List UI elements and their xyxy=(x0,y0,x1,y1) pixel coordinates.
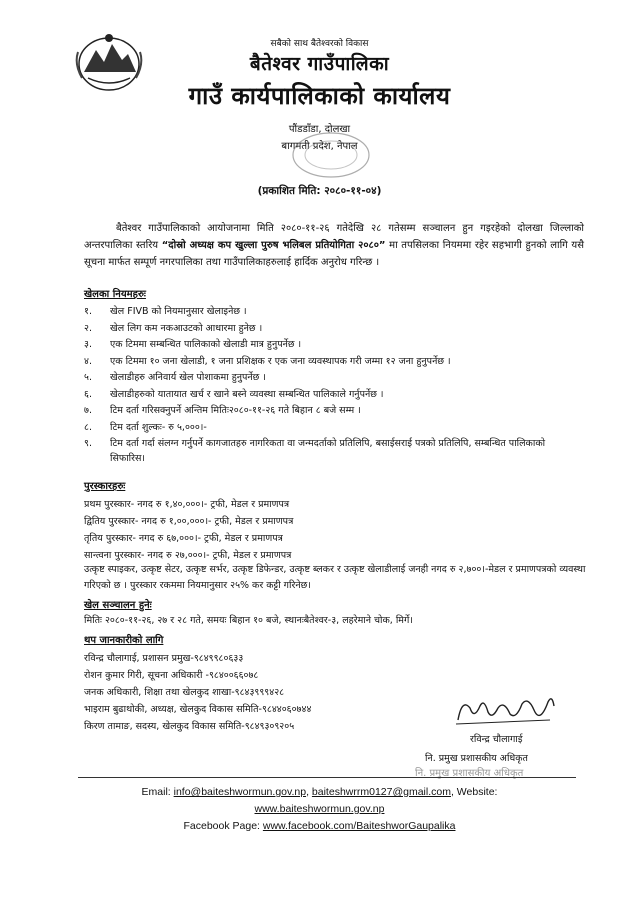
rule-item xyxy=(84,370,584,387)
schedule-heading: खेल सञ्चालन हुनेः xyxy=(84,600,152,611)
prize-second: द्वितिय पुरस्कार- नगद रु १,००,०००।- ट्रफी, मेडल र प्रमाणपत्र xyxy=(84,516,294,527)
intro-text-1: बैतेश्वर गाउँपालिकाको आयोजनामा मिति २०८०-११-२६ गतेदेखि २८ गतेसम्म सञ्चालन हुन गइरहेको दोलखा जिल्लाको अन्तरपालिका स्तरिय xyxy=(84,223,584,251)
rule-item xyxy=(84,354,584,371)
prizes-list xyxy=(84,496,594,564)
rule-text: एक टिममा सम्बन्धित पालिकाको खेलाडी मात्र हुनुपर्नेछ । xyxy=(110,339,302,350)
rule-number: ९. xyxy=(84,438,92,449)
rule-text: खेल लिग कम नकआउटको आधारमा हुनेछ । xyxy=(110,322,263,334)
email-label: Email: xyxy=(141,786,174,798)
rule-number: ३. xyxy=(84,339,92,350)
address-line-1: पौंडडाँडा, दोलखा xyxy=(288,124,351,135)
website-label: , Website: xyxy=(450,786,498,798)
rule-item xyxy=(84,436,584,466)
rule-number: ६. xyxy=(84,388,92,400)
contact-item: रोशन कुमार गिरी, सूचना अधिकारी -९८४००६६०७८ xyxy=(84,670,259,681)
signature-icon xyxy=(450,690,560,730)
intro-text-2: मा तपसिलका नियममा रहेर सहभागी हुनको लागि यसै सूचना मार्फत सम्पूर्ण नगरपालिका तथा गाउँपालिकाहरुलाई हार्दिक अनुरोध गरिन्छ । xyxy=(84,240,584,268)
schedule-details: मितिः २०८०-११-२६, २७ र २८ गते, समयः बिहान १० बजे, स्थानःबैतेश्वर-३, लहरेमाने चोक, मिर्गे। xyxy=(84,615,413,626)
rules-heading: खेलका नियमहरुः xyxy=(84,289,146,300)
rule-number: २. xyxy=(84,322,92,334)
rule-item xyxy=(84,387,584,404)
rule-text: खेलाडीहरुको यातायात खर्च र खाने बस्ने व्यवस्था सम्बन्धित पालिकाले गर्नुपर्नेछ । xyxy=(110,388,384,400)
contacts-list xyxy=(84,650,311,735)
facebook-link[interactable]: www.facebook.com/BaiteshworGaupalika xyxy=(262,820,456,832)
office-stamp-icon xyxy=(290,130,372,180)
rule-text: एक टिममा १० जना खेलाडी, १ जना प्रशिक्षक र एक जना व्यवस्थापक गरी जम्मा १२ जना हुनुपर्नेछ । xyxy=(110,355,451,367)
footer-divider xyxy=(78,777,576,778)
rule-item xyxy=(84,403,584,420)
contact-item: जनक अधिकारी, शिक्षा तथा खेलकुद शाखा-९८४३९९९४२८ xyxy=(84,687,285,698)
contact-item: किरण तामाङ, सदस्य, खेलकुद विकास समिति-९८४९३०९२०५ xyxy=(84,721,295,732)
prize-third: तृतिय पुरस्कार- नगद रु ६७,०००।- ट्रफी, मेडल र प्रमाणपत्र xyxy=(84,533,283,544)
signatory-title: नि. प्रमुख प्रशासकीय अधिकृत xyxy=(425,753,528,764)
rule-text: टिम दर्ता गर्दा संलग्न गर्नुपर्ने कागजातहरु नागरिकता वा जन्मदर्ताको प्रतिलिपि, बसाईसराई पत्रको प्रतिलिपि, सम्बन्धित पालिकाको सिफारिस। xyxy=(110,438,546,464)
rule-number: ७. xyxy=(84,405,92,416)
rule-item xyxy=(84,420,584,437)
contact-item: रविन्द्र चौलागाई, प्रशासन प्रमुख-९८४९९८०६३३ xyxy=(84,653,244,664)
rule-item xyxy=(84,337,584,354)
office-name: बैतेश्वर गाउँपालिका xyxy=(249,53,390,75)
footer-facebook-line xyxy=(0,820,639,832)
rule-text: टिम दर्ता गरिसक्नुपर्ने अन्तिम मितिः२०८०-११-२६ गते बिहान ८ बजे सम्म । xyxy=(110,405,361,416)
rule-text: टिम दर्ता शुल्कः- रु ५,०००।- xyxy=(110,421,207,433)
email-link-primary[interactable]: info@baiteshwormun.gov.np xyxy=(173,786,307,798)
rule-item xyxy=(84,304,584,321)
prize-first: प्रथम पुरस्कार- नगद रु १,४०,०००।- ट्रफी, मेडल र प्रमाणपत्र xyxy=(84,499,290,510)
rules-list xyxy=(84,304,584,466)
address-line-2: बागमती प्रदेश, नेपाल xyxy=(281,141,358,152)
signatory-name: रविन्द्र चौलागाई xyxy=(470,734,523,745)
rule-item xyxy=(84,321,584,338)
contact-item: भाइराम बुढाथोकी, अध्यक्ष, खेलकुद विकास समिति-९८४४०६०७४४ xyxy=(84,704,312,715)
rule-number: ४. xyxy=(84,355,92,367)
best-player-awards: उत्कृष्ट स्पाइकर, उत्कृष्ट सेटर, उत्कृष्ट सर्भर, उत्कृष्ट डिफेन्डर, उत्कृष्ट ब्लकर र उत्कृष्ट खेलाडीलाई जनही नगद रु २,७००।-मेडल र प्रमाणपत्रको व्यवस्था गरिएको छ । पुरस्कार रकममा नियमानुसार २५% कर कट्टी गरिनेछ। xyxy=(84,564,586,591)
prizes-heading: पुरस्कारहरुः xyxy=(84,481,126,492)
footer-website-line xyxy=(0,803,639,815)
contacts-heading: थप जानकारीको लागि xyxy=(84,635,164,646)
intro-paragraph xyxy=(84,220,584,271)
prize-consolation: सान्त्वना पुरस्कार- नगद रु २७,०००।- ट्रफी, मेडल र प्रमाणपत्र xyxy=(84,550,292,561)
office-title: गाउँ कार्यपालिकाको कार्यालय xyxy=(188,82,451,110)
rule-text: खेल FIVB को नियमानुसार खेलाइनेछ । xyxy=(110,306,247,317)
rule-number: १. xyxy=(84,306,92,317)
email-separator: , xyxy=(306,786,312,798)
facebook-label: Facebook Page: xyxy=(183,820,263,832)
signature-stamp-text: नि. प्रमुख प्रशासकीय अधिकृत xyxy=(415,768,524,779)
rule-number: ५. xyxy=(84,372,92,383)
email-link-secondary[interactable]: baiteshwrrm0127@gmail.com xyxy=(311,786,451,798)
rule-text: खेलाडीहरु अनिवार्य खेल पोशाकमा हुनुपर्नेछ । xyxy=(110,372,266,383)
website-link[interactable]: www.baiteshwormun.gov.np xyxy=(254,803,385,815)
event-name: “दोस्रो अध्यक्ष कप खुल्ला पुरुष भलिबल प्रतियोगिता २०८०” xyxy=(161,240,386,251)
office-tagline: सबैको साथ बैतेश्वरको विकास xyxy=(270,39,369,49)
published-date: (प्रकाशित मिति: २०८०-११-०४) xyxy=(257,185,382,197)
footer-email-line xyxy=(0,786,639,798)
rule-number: ८. xyxy=(84,421,92,433)
